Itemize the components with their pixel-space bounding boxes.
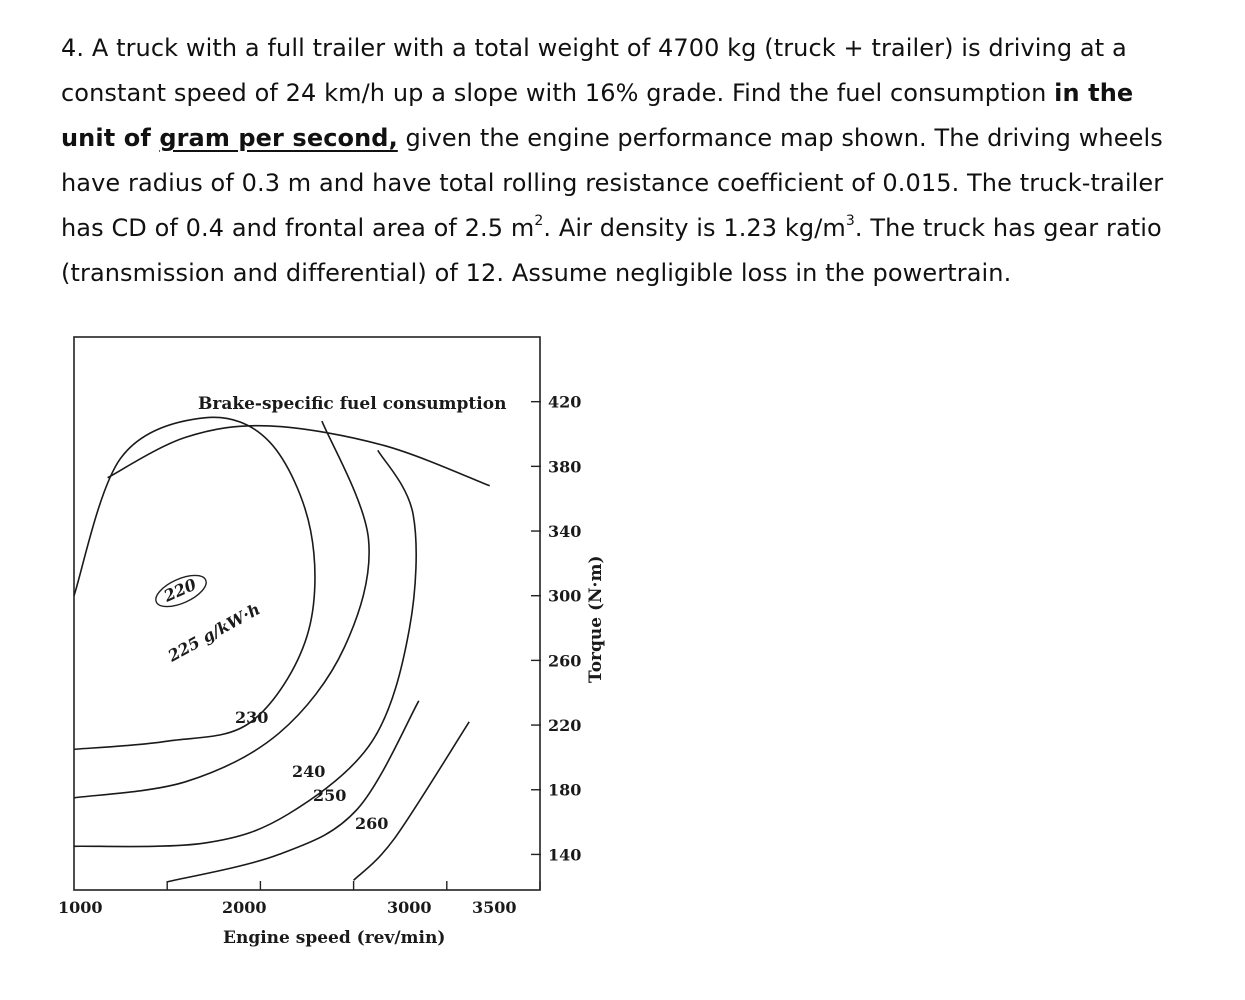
plot-frame <box>74 337 540 890</box>
emphasis-gram-per-second: gram per second, <box>159 124 398 152</box>
x-tick-label-3500: 3500 <box>472 898 517 917</box>
problem-line-2 <box>61 71 1181 116</box>
superscript-squared: 2 <box>534 213 544 229</box>
problem-line-6: (transmission and differential) of 12. Assume negligible loss in the powertrain. <box>61 259 1012 287</box>
y-tick-label-220: 220 <box>548 716 582 736</box>
y-tick-label-300: 300 <box>548 586 582 606</box>
contour-label-250: 250 <box>313 786 347 805</box>
y-tick-label-260: 260 <box>548 651 582 671</box>
problem-line-5-text-a: has CD of 0.4 and frontal area of 2.5 m <box>61 214 535 242</box>
problem-line-3-text: given the engine performance map shown. The driving wheels <box>397 124 1163 152</box>
x-axis-label: Engine speed (rev/min) <box>223 928 446 948</box>
problem-line-3 <box>61 116 1181 161</box>
x-tick-label-3000: 3000 <box>387 898 432 917</box>
superscript-cubed: 3 <box>845 213 855 229</box>
contour-line-230 <box>74 421 369 798</box>
contour-label-225: 225 g/kW·h <box>164 599 264 666</box>
problem-statement <box>61 26 1181 296</box>
y-tick-label-420: 420 <box>548 392 582 412</box>
problem-line-5 <box>61 206 1181 251</box>
y-tick-label-140: 140 <box>548 845 582 865</box>
problem-line-5-text-c: . The truck has gear ratio <box>854 214 1162 242</box>
contour-label-230: 230 <box>235 708 269 727</box>
contour-line-top <box>108 426 490 486</box>
y-tick-label-340: 340 <box>548 522 582 542</box>
problem-line-4: have radius of 0.3 m and have total rolling resistance coefficient of 0.015. The truck-trailer <box>61 169 1164 197</box>
contour-line-240 <box>74 450 416 846</box>
x-tick-label-1000: 1000 <box>58 898 103 917</box>
problem-line-2-text: constant speed of 24 km/h up a slope with 16% grade. Find the fuel consumption <box>61 79 1055 107</box>
problem-line-1: 4. A truck with a full trailer with a total weight of 4700 kg (truck + trailer) is driving at a <box>61 34 1127 62</box>
chart-title: Brake-specific fuel consumption <box>198 394 507 414</box>
contour-line-260 <box>354 722 470 881</box>
y-tick-label-380: 380 <box>548 457 582 477</box>
bsfc-chart <box>0 320 680 1000</box>
problem-line-5-text-b: . Air density is 1.23 kg/m <box>543 214 846 242</box>
contour-label-220: 220 <box>160 574 200 606</box>
y-axis-label: Torque (N·m) <box>586 555 606 683</box>
emphasis-unit-of: unit of <box>61 124 160 152</box>
x-tick-label-2000: 2000 <box>222 898 267 917</box>
contour-layer <box>74 417 490 882</box>
contour-label-260: 260 <box>355 814 389 833</box>
y-tick-label-180: 180 <box>548 780 582 800</box>
contour-label-240: 240 <box>292 762 326 781</box>
emphasis-in-the: in the <box>1054 79 1134 107</box>
